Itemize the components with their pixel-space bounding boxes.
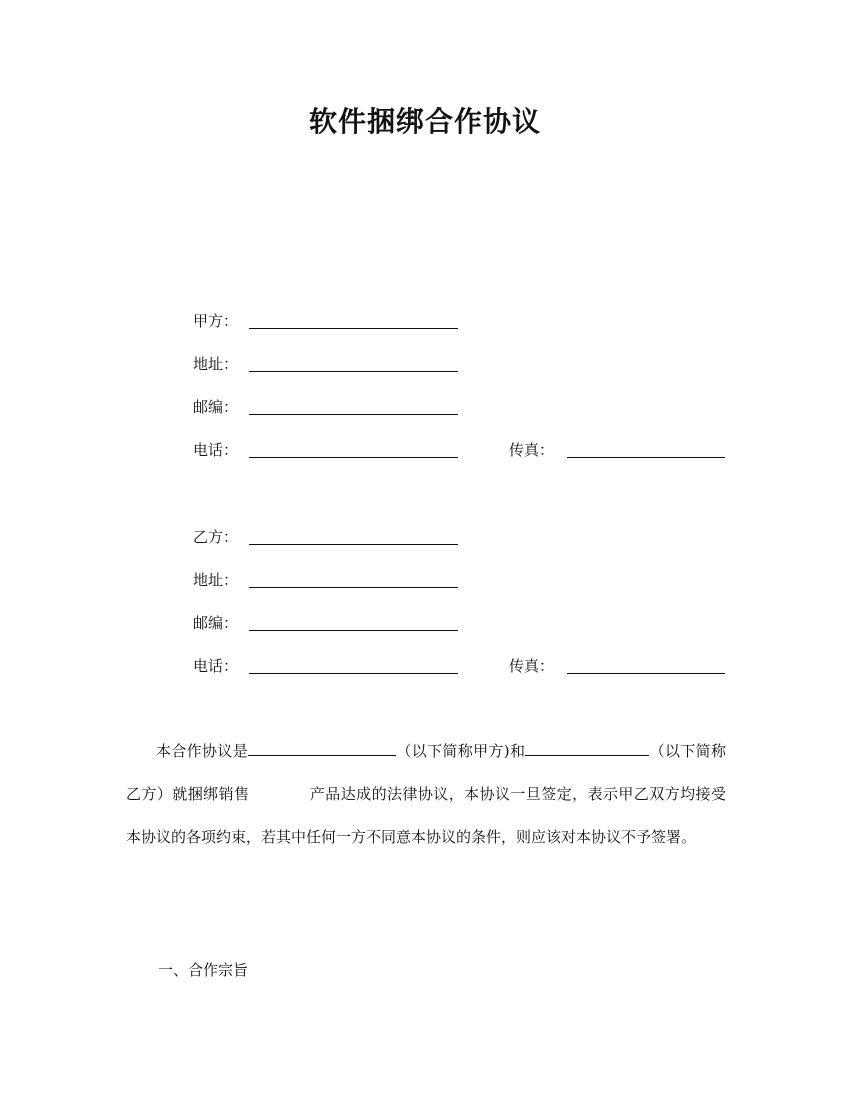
- section-1-heading: 一、合作宗旨: [158, 961, 249, 979]
- party-a-address-field[interactable]: [193, 354, 463, 374]
- party-a-fax-field[interactable]: [509, 440, 729, 460]
- party-a-fax-label: 传真：: [509, 441, 555, 459]
- party-a-postcode-blank[interactable]: [249, 414, 458, 415]
- party-a-phone-blank[interactable]: [249, 457, 458, 458]
- intro-text-3: （以下简称乙方）就捆绑销售: [126, 742, 726, 803]
- party-a-postcode-label: 邮编：: [193, 398, 239, 416]
- intro-party-a-blank[interactable]: [248, 741, 396, 756]
- intro-text-1: 本合作协议是: [156, 742, 249, 760]
- party-b-label: 乙方：: [193, 528, 239, 546]
- party-b-name-blank[interactable]: [249, 544, 458, 545]
- party-a-address-label: 地址：: [193, 355, 239, 373]
- party-b-address-label: 地址：: [193, 571, 239, 589]
- party-a-name-blank[interactable]: [249, 328, 458, 329]
- intro-paragraph: [126, 730, 726, 859]
- party-b-postcode-label: 邮编：: [193, 614, 239, 632]
- intro-text-4: 产品达成的法律协议，本协议一旦签定，表示甲乙双方均接受本协议的各项约束，若其中任何一方不同意本协议的条件，则应该对本协议不予签署。: [126, 785, 726, 846]
- party-b-phone-label: 电话：: [193, 657, 239, 675]
- party-b-address-blank[interactable]: [249, 587, 458, 588]
- party-a-phone-label: 电话：: [193, 441, 239, 459]
- party-a-phone-field[interactable]: [193, 440, 463, 460]
- party-b-phone-field[interactable]: [193, 656, 463, 676]
- party-b-postcode-field[interactable]: [193, 613, 463, 633]
- party-a-label: 甲方：: [193, 312, 239, 330]
- party-b-postcode-blank[interactable]: [249, 630, 458, 631]
- party-a-postcode-field[interactable]: [193, 397, 463, 417]
- party-b-name-field[interactable]: [193, 527, 463, 547]
- party-b-address-field[interactable]: [193, 570, 463, 590]
- intro-text-2: （以下简称甲方)和: [396, 742, 526, 760]
- party-a-address-blank[interactable]: [249, 371, 458, 372]
- party-b-fax-label: 传真：: [509, 657, 555, 675]
- intro-party-b-blank[interactable]: [525, 741, 649, 756]
- party-a-fax-blank[interactable]: [567, 457, 725, 458]
- document-title: 软件捆绑合作协议: [308, 105, 541, 138]
- party-a-name-field[interactable]: [193, 311, 463, 331]
- party-b-fax-blank[interactable]: [567, 673, 725, 674]
- party-b-phone-blank[interactable]: [249, 673, 458, 674]
- party-b-fax-field[interactable]: [509, 656, 729, 676]
